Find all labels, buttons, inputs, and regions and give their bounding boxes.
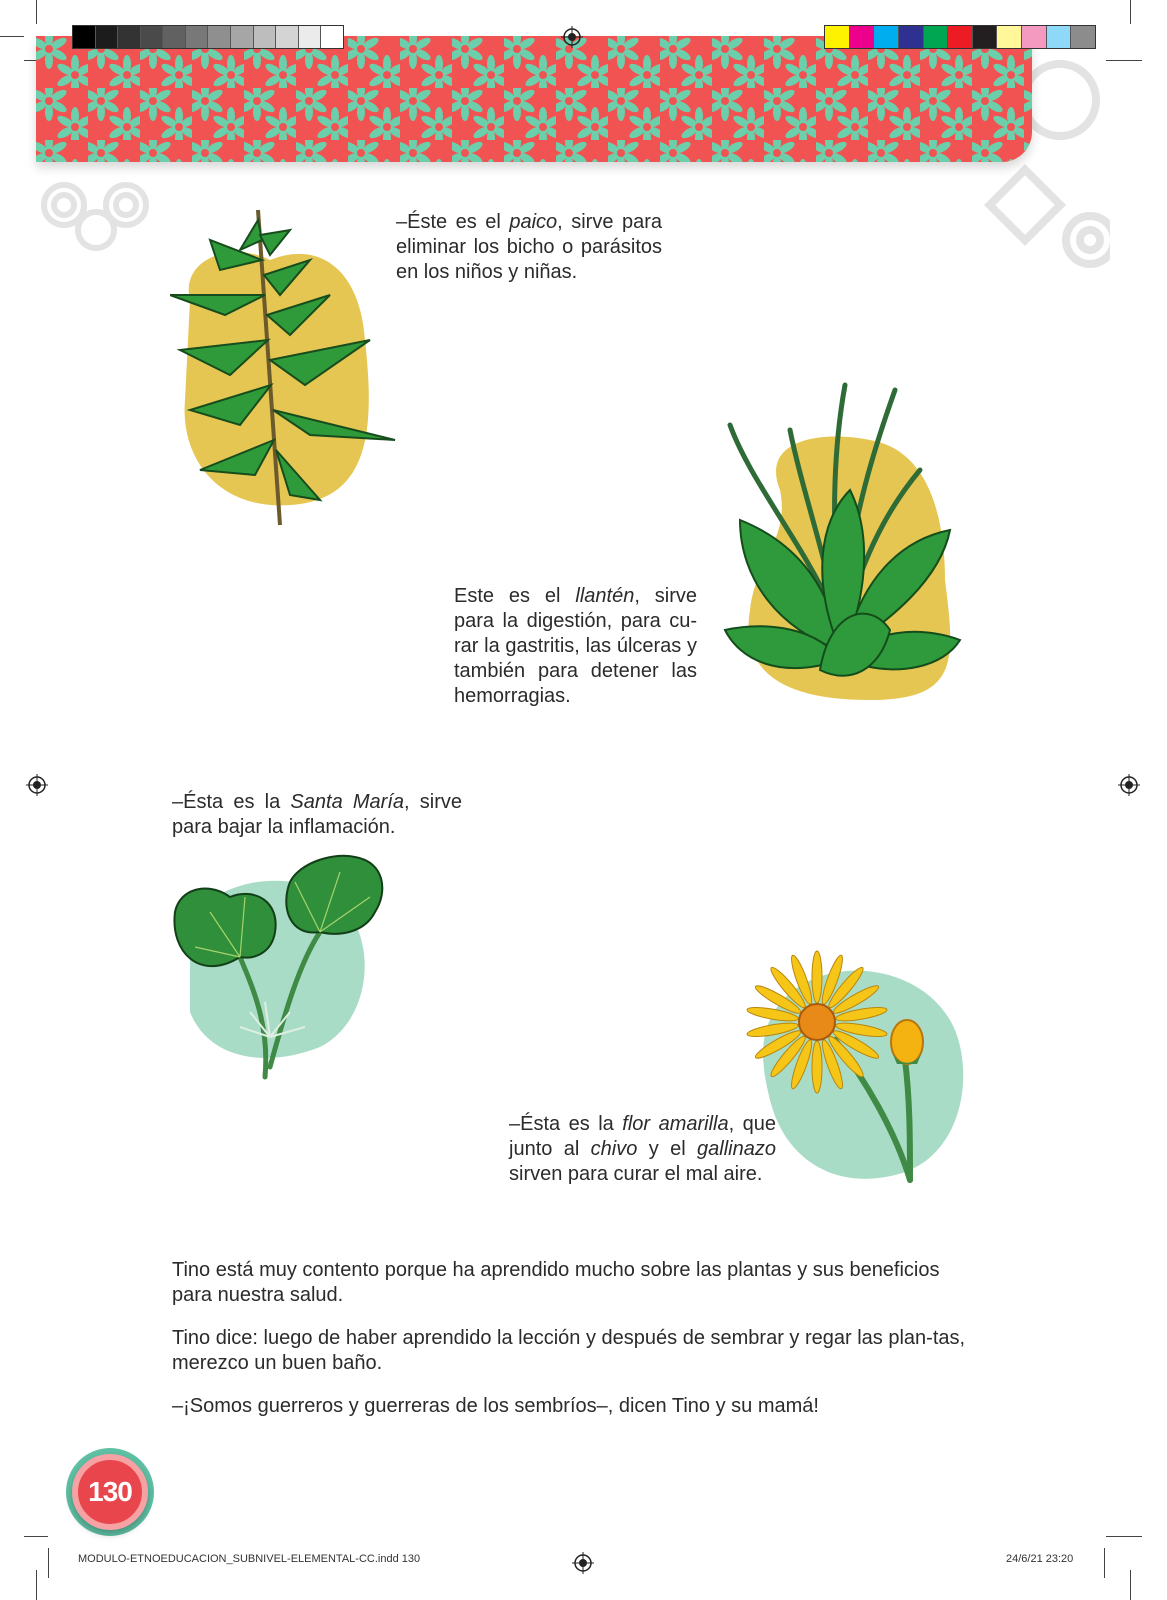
- grayscale-color-bar: [72, 25, 344, 49]
- color-swatch: [899, 26, 924, 48]
- gray-swatch: [96, 26, 119, 48]
- plant-name: Santa María: [290, 791, 405, 813]
- caption-text: , sirve para bajar la inflamación.: [172, 791, 462, 838]
- gray-swatch: [299, 26, 322, 48]
- crop-mark: [1104, 1548, 1105, 1578]
- gray-swatch: [141, 26, 164, 48]
- flor-amarilla-illustration: [745, 950, 975, 1200]
- gray-swatch: [276, 26, 299, 48]
- caption-text: , sirve para la digestión, para cu-rar la gastritis, las úlceras y también para detener las hemorragias.: [454, 585, 697, 707]
- registration-mark-icon: [572, 1552, 594, 1574]
- gray-swatch: [118, 26, 141, 48]
- gray-swatch: [208, 26, 231, 48]
- gray-swatch: [254, 26, 277, 48]
- gray-swatch: [73, 26, 96, 48]
- crop-mark: [48, 1548, 49, 1578]
- crop-mark: [1130, 1570, 1131, 1600]
- header-band: [36, 36, 1032, 162]
- caption-text: sirven para curar el mal aire.: [509, 1163, 763, 1185]
- gray-swatch: [321, 26, 343, 48]
- llanten-plant-illustration: [720, 380, 970, 715]
- color-swatch: [874, 26, 899, 48]
- plant-name: flor amarilla: [622, 1113, 729, 1135]
- color-swatch: [948, 26, 973, 48]
- crop-mark: [1106, 60, 1142, 61]
- color-swatch: [1071, 26, 1095, 48]
- caption-text: –Ésta es la: [172, 791, 291, 813]
- llanten-caption: [454, 584, 697, 709]
- santa-maria-plant-illustration: [170, 852, 390, 1082]
- color-swatch: [924, 26, 949, 48]
- color-swatch: [825, 26, 850, 48]
- plant-name: paico: [509, 211, 558, 233]
- gray-swatch: [231, 26, 254, 48]
- flor-amarilla-caption: [509, 1112, 776, 1187]
- caption-text: Este es el: [454, 585, 576, 607]
- color-swatch: [1047, 26, 1072, 48]
- registration-mark-icon: [1118, 774, 1140, 796]
- paico-plant-illustration: [170, 200, 410, 540]
- page-number: 130: [88, 1476, 132, 1507]
- flower-pattern: [36, 36, 1032, 162]
- crop-mark: [0, 36, 24, 37]
- caption-text: , que junto al: [509, 1113, 777, 1160]
- color-swatch: [850, 26, 875, 48]
- crop-mark: [1130, 0, 1131, 24]
- color-swatch: [1022, 26, 1047, 48]
- paragraph: Tino dice: luego de haber aprendido la lección y después de sembrar y regar las plan-tas, merezco un buen baño.: [172, 1327, 966, 1374]
- caption-text: y el: [637, 1138, 698, 1160]
- caption-text: –Ésta es la: [509, 1113, 623, 1135]
- paragraph: Tino está muy contento porque ha aprendido mucho sobre las plantas y sus beneficios para nuestra salud.: [172, 1259, 940, 1306]
- crop-mark: [24, 1536, 48, 1537]
- gray-swatch: [163, 26, 186, 48]
- registration-mark-icon: [561, 26, 583, 48]
- caption-text: Éste es el: [407, 211, 510, 233]
- plant-name: gallinazo: [697, 1138, 776, 1160]
- footer-date: 24/6/21 23:20: [1006, 1553, 1074, 1565]
- caption-text: , sirve para eliminar los bicho o parásitos en los niños y niñas.: [396, 211, 662, 283]
- gray-swatch: [186, 26, 209, 48]
- registration-mark-icon: [26, 774, 48, 796]
- color-swatch: [997, 26, 1022, 48]
- process-color-bar: [824, 25, 1096, 49]
- crop-mark: [36, 0, 37, 24]
- footer-filename: MODULO-ETNOEDUCACION_SUBNIVEL-ELEMENTAL-CC.indd 130: [78, 1553, 421, 1565]
- crop-mark: [1106, 1536, 1142, 1537]
- page-number-badge: [72, 1454, 148, 1530]
- paragraph: –¡Somos guerreros y guerreras de los sembríos–, dicen Tino y su mamá!: [172, 1395, 819, 1417]
- santa-maria-caption: [172, 790, 462, 840]
- swirl-ornament-left: [36, 170, 156, 260]
- paico-caption: [396, 210, 662, 285]
- plant-name: chivo: [590, 1138, 638, 1160]
- color-swatch: [973, 26, 998, 48]
- crop-mark: [36, 1570, 37, 1600]
- plant-name: llantén: [575, 585, 635, 607]
- caption-dash: –: [396, 211, 408, 233]
